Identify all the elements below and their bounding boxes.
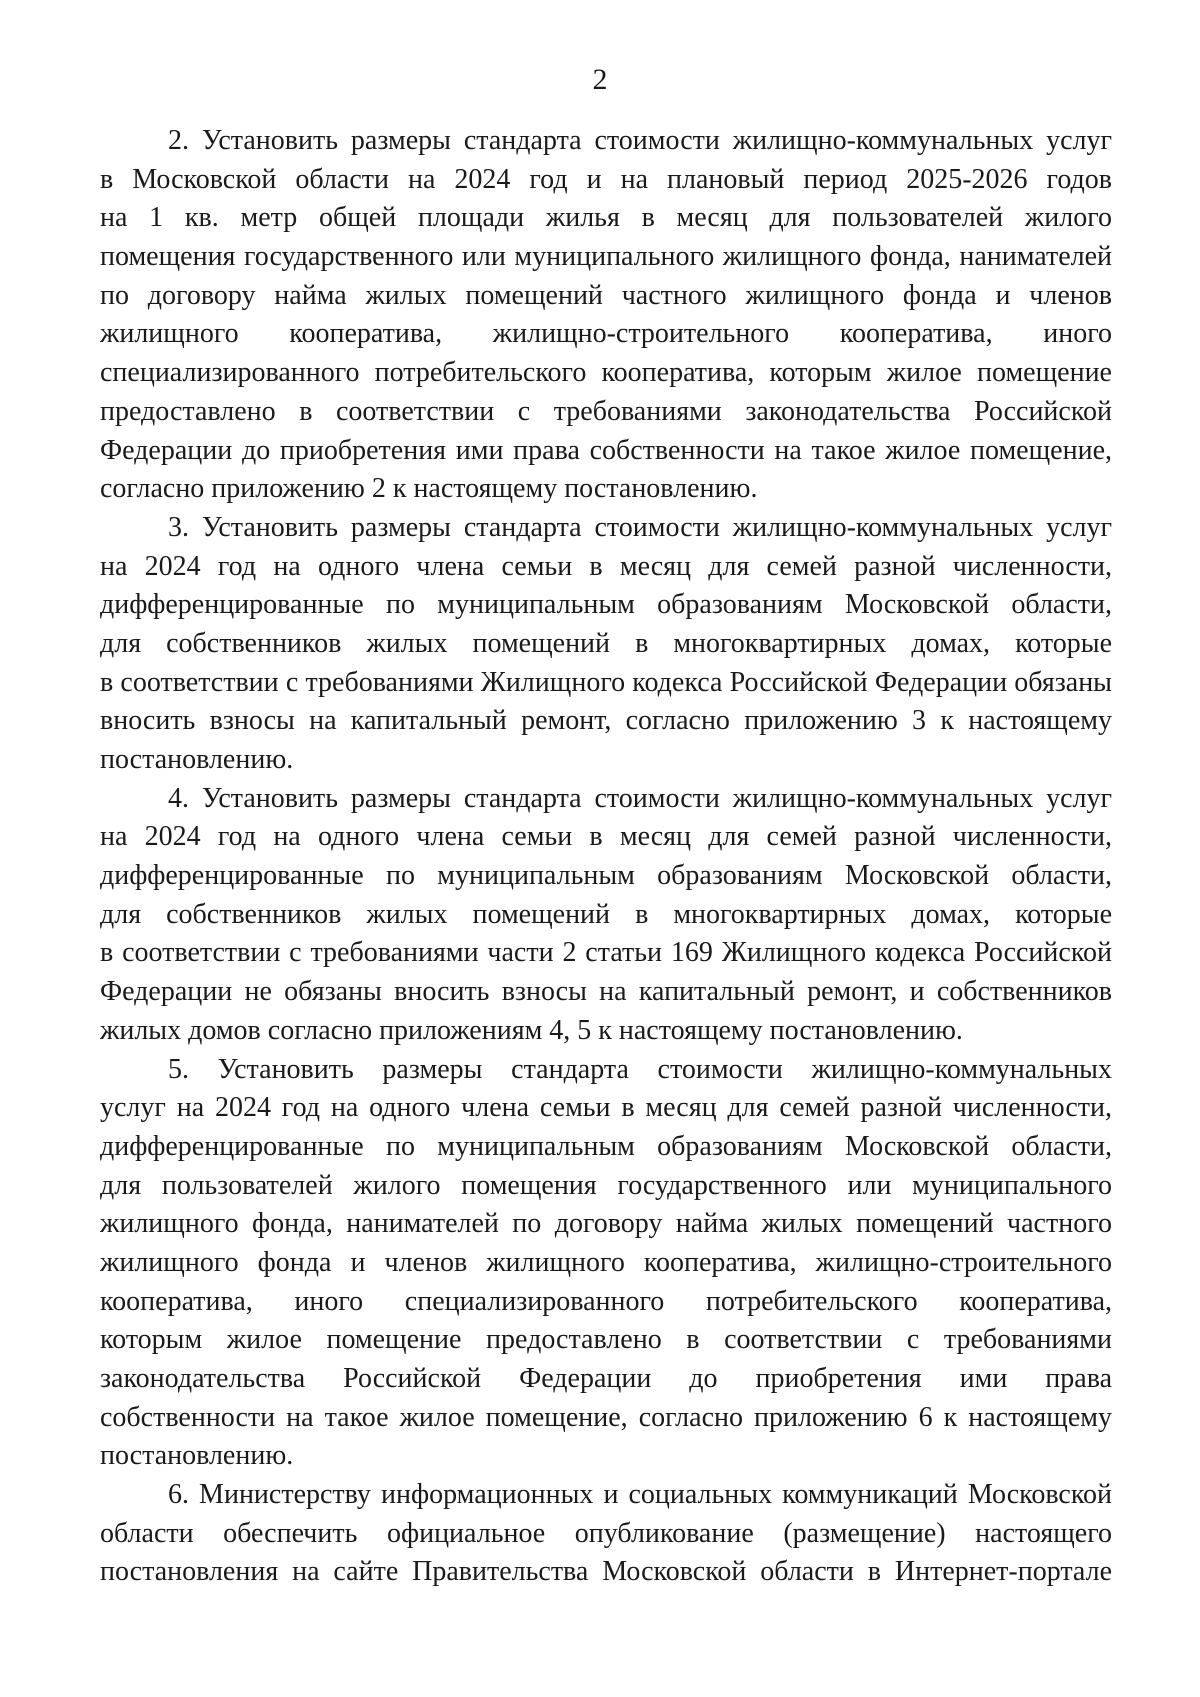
text-line: дифференцированные по муниципальным образованиям Московской области, bbox=[100, 589, 1112, 621]
document-body bbox=[100, 122, 1112, 1592]
text-line: услуг на 2024 год на одного члена семьи в месяц для семей разной численности, bbox=[100, 1092, 1112, 1124]
text-line: жилищного кооператива, жилищно-строительного кооператива, иного bbox=[100, 318, 1112, 350]
text-line: 4. Установить размеры стандарта стоимости жилищно-коммунальных услуг bbox=[168, 782, 1112, 814]
text-line: на 2024 год на одного члена семьи в месяц для семей разной численности, bbox=[100, 550, 1112, 582]
text-line: 6. Министерству информационных и социальных коммуникаций Московской bbox=[168, 1479, 1112, 1511]
text-line: согласно приложению 2 к настоящему постановлению. bbox=[100, 473, 758, 505]
text-line: жилых домов согласно приложениям 4, 5 к настоящему постановлению. bbox=[100, 1014, 963, 1046]
page-number: 2 bbox=[592, 63, 608, 96]
text-line: постановлению. bbox=[100, 1440, 294, 1472]
text-line: для пользователей жилого помещения государственного или муниципального bbox=[100, 1169, 1112, 1201]
text-line: жилищного фонда и членов жилищного кооператива, жилищно-строительного bbox=[100, 1246, 1112, 1278]
text-line: в Московской области на 2024 год и на плановый период 2025-2026 годов bbox=[100, 163, 1112, 195]
text-line: Федерации до приобретения ими права собственности на такое жилое помещение, bbox=[100, 434, 1112, 466]
paragraph-3 bbox=[100, 509, 1112, 780]
text-line: жилищного фонда, нанимателей по договору найма жилых помещений частного bbox=[100, 1208, 1112, 1240]
text-line: дифференцированные по муниципальным образованиям Московской области, bbox=[100, 860, 1112, 892]
text-line: кооператива, иного специализированного потребительского кооператива, bbox=[100, 1285, 1112, 1317]
paragraph-4 bbox=[100, 780, 1112, 1051]
text-line: по договору найма жилых помещений частного жилищного фонда и членов bbox=[100, 279, 1112, 311]
text-line: Федерации не обязаны вносить взносы на капитальный ремонт, и собственников bbox=[100, 976, 1112, 1008]
text-line: дифференцированные по муниципальным образованиям Московской области, bbox=[100, 1130, 1112, 1162]
text-line: для собственников жилых помещений в многоквартирных домах, которые bbox=[100, 627, 1112, 659]
text-line: на 1 кв. метр общей площади жилья в месяц для пользователей жилого bbox=[100, 202, 1112, 234]
text-line: законодательства Российской Федерации до приобретения ими права bbox=[100, 1363, 1112, 1394]
paragraph-2 bbox=[100, 122, 1112, 509]
text-line: которым жилое помещение предоставлено в соответствии с требованиями bbox=[100, 1324, 1112, 1356]
text-line: 5. Установить размеры стандарта стоимости жилищно-коммунальных bbox=[168, 1053, 1112, 1085]
text-line: предоставлено в соответствии с требованиями законодательства Российской bbox=[100, 395, 1112, 427]
text-line: вносить взносы на капитальный ремонт, согласно приложению 3 к настоящему bbox=[100, 705, 1112, 737]
paragraph-5 bbox=[100, 1051, 1112, 1477]
text-line: собственности на такое жилое помещение, согласно приложению 6 к настоящему bbox=[100, 1401, 1112, 1433]
text-line: в соответствии с требованиями части 2 статьи 169 Жилищного кодекса Российской bbox=[100, 937, 1112, 969]
text-line: на 2024 год на одного члена семьи в месяц для семей разной численности, bbox=[100, 821, 1112, 853]
text-line: постановления на сайте Правительства Московской области в Интернет-портале bbox=[100, 1556, 1112, 1588]
text-line: 3. Установить размеры стандарта стоимости жилищно-коммунальных услуг bbox=[168, 511, 1112, 543]
text-line: постановлению. bbox=[100, 744, 294, 775]
text-line: для собственников жилых помещений в многоквартирных домах, которые bbox=[100, 898, 1112, 930]
paragraph-6 bbox=[100, 1476, 1112, 1592]
text-line: помещения государственного или муниципального жилищного фонда, нанимателей bbox=[100, 241, 1112, 273]
text-line: в соответствии с требованиями Жилищного кодекса Российской Федерации обязаны bbox=[100, 666, 1112, 698]
text-line: области обеспечить официальное опубликование (размещение) настоящего bbox=[100, 1517, 1112, 1549]
text-line: специализированного потребительского кооператива, которым жилое помещение bbox=[100, 357, 1112, 389]
text-line: 2. Установить размеры стандарта стоимости жилищно-коммунальных услуг bbox=[168, 125, 1112, 156]
